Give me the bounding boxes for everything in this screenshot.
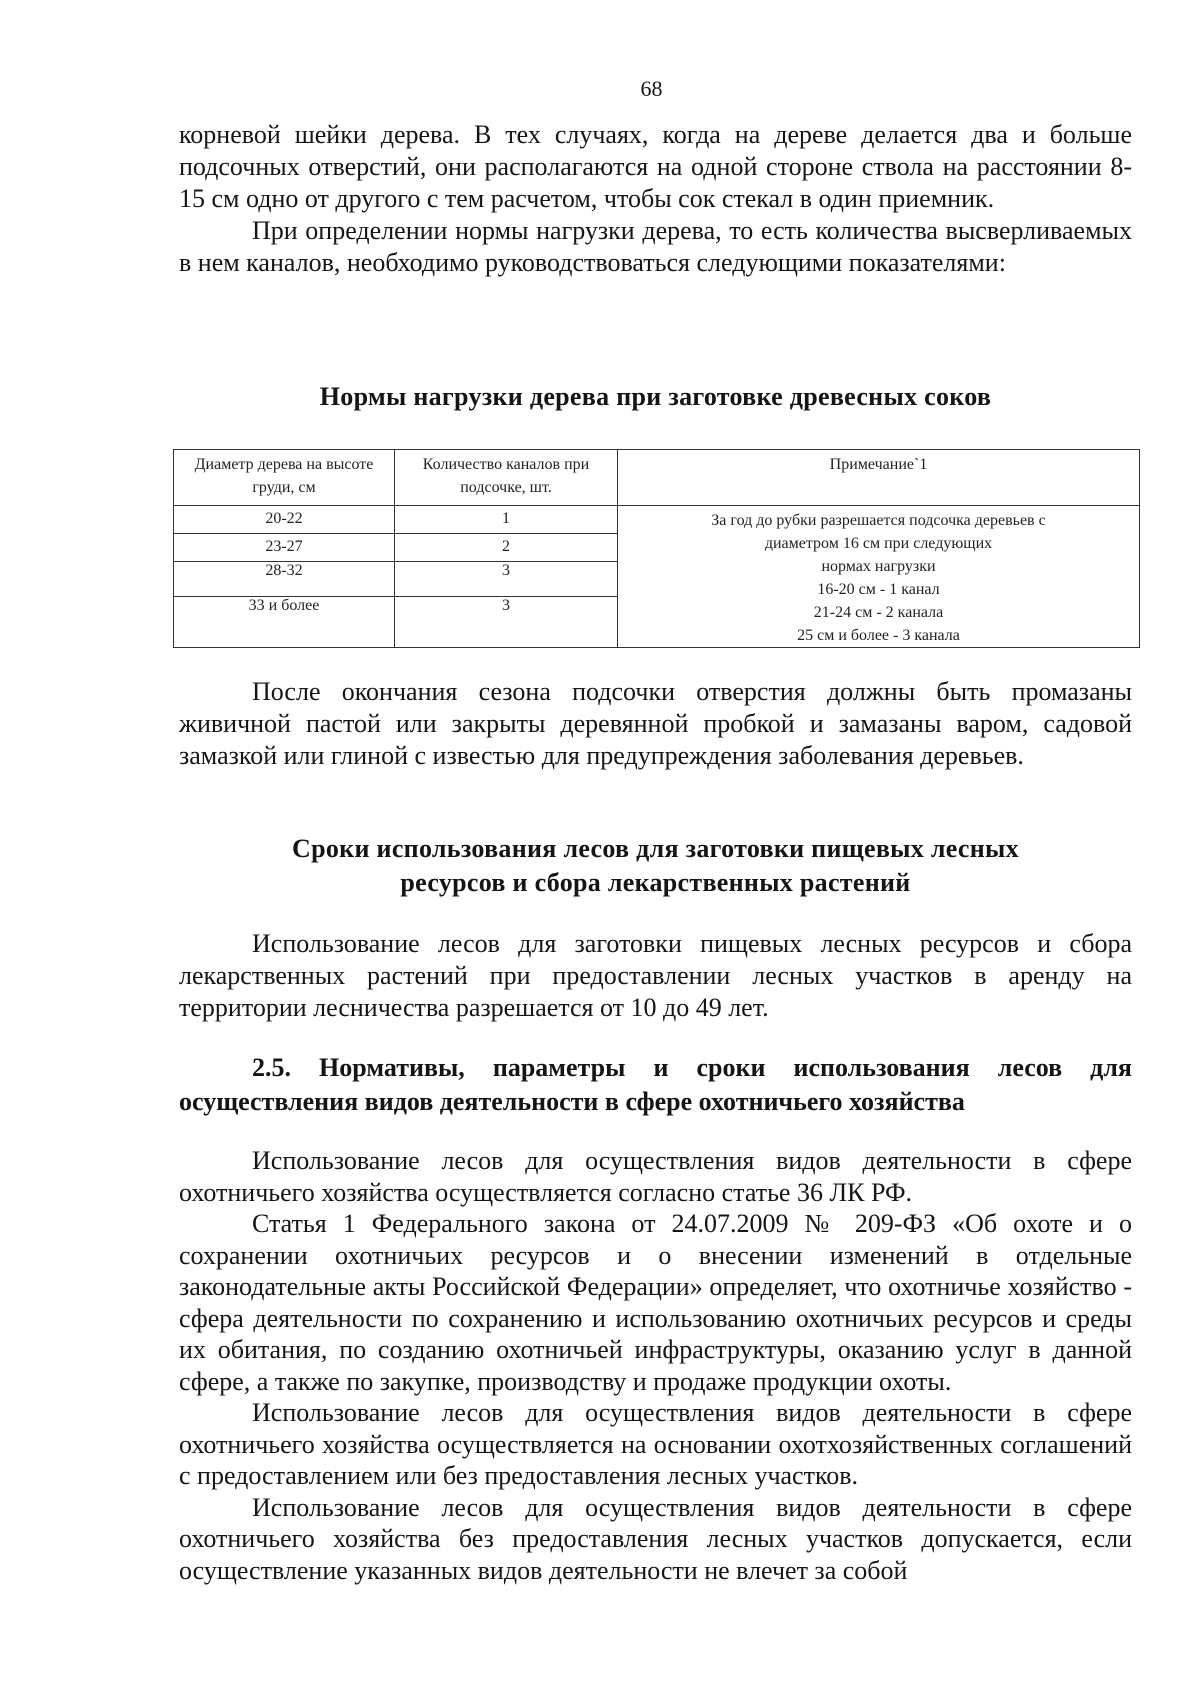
table-cell-channels: 1 bbox=[395, 506, 618, 534]
paragraph: При определении нормы нагрузки дерева, то есть количества высверливаемых в нем каналов, необходимо руководствоваться следующими показателями: bbox=[179, 216, 1132, 277]
note-line: 16-20 см - 1 канал bbox=[817, 581, 940, 598]
note-line: диаметром 16 см при следующих bbox=[764, 535, 993, 552]
table-header: Примечание`1 bbox=[618, 450, 1140, 506]
table-cell-diameter: 28-32 bbox=[174, 561, 395, 596]
paragraph: Использование лесов для осуществления видов деятельности в сфере охотничьего хозяйства без предоставления лесных участков допускается, если осуществление указанных видов деятельности не влечет за собой bbox=[179, 1492, 1132, 1585]
section-text bbox=[179, 928, 1132, 1024]
paragraph: Использование лесов для осуществления видов деятельности в сфере охотничьего хозяйства осуществляется на основании охотхозяйственных соглашений с предоставлением или без предоставления лесных участков. bbox=[179, 1398, 1132, 1490]
table-title: Нормы нагрузки дерева при заготовке древесных соков bbox=[319, 382, 992, 411]
table-cell-channels: 3 bbox=[395, 596, 618, 647]
table-cell-diameter: 20-22 bbox=[174, 506, 395, 534]
paragraph: Использование лесов для осуществления видов деятельности в сфере охотничьего хозяйства осуществляется согласно статье 36 ЛК РФ. bbox=[179, 1146, 1132, 1207]
table-row bbox=[174, 506, 1140, 534]
table-cell-channels: 2 bbox=[395, 533, 618, 561]
table-cell-channels: 3 bbox=[395, 561, 618, 596]
table-cell-diameter: 33 и более bbox=[174, 596, 395, 647]
subsection-text bbox=[179, 1145, 1132, 1586]
paragraph: Статья 1 Федерального закона от 24.07.2009 № 209-ФЗ «Об охоте и о сохранении охотничьих ресурсов и о внесении изменений в отдельные законодательные акты Российской Федерации» определяет, что охотничье хозяйство - сфера деятельности по сохранению и использованию охотничьих ресурсов и среды их обитания, по созданию охотничьей инфраструктуры, оказанию услуг в данной сфере, а также по закупке, производству и продаже продукции охоты. bbox=[179, 1209, 1132, 1396]
note-line: 25 см и более - 3 канала bbox=[797, 627, 960, 644]
note-line: нормах нагрузки bbox=[821, 558, 936, 575]
section-heading-line: ресурсов и сбора лекарственных растений bbox=[400, 868, 911, 897]
section-heading-line: Сроки использования лесов для заготовки пищевых лесных bbox=[292, 834, 1019, 863]
table-cell-diameter: 23-27 bbox=[174, 533, 395, 561]
page-number: 68 bbox=[640, 76, 663, 101]
paragraph: Использование лесов для заготовки пищевых лесных ресурсов и сбора лекарственных растений при предоставлении лесных участков в аренду на территории лесничества разрешается от 10 до 49 лет. bbox=[179, 929, 1132, 1022]
paragraph: корневой шейки дерева. В тех случаях, когда на дереве делается два и больше подсочных отверстий, они располагаются на одной стороне ствола на расстоянии 8-15 см одно от другого с тем расчетом, чтобы сок стекал в один приемник. bbox=[179, 120, 1132, 213]
intro-text bbox=[179, 119, 1132, 279]
after-table-text bbox=[179, 676, 1132, 772]
table-cell-note bbox=[618, 506, 1140, 648]
table-header: Количество каналов при подсочке, шт. bbox=[395, 450, 618, 506]
note-line: За год до рубки разрешается подсочка деревьев с bbox=[711, 512, 1046, 529]
norms-table bbox=[173, 449, 1140, 648]
section-heading bbox=[179, 832, 1132, 900]
note-line: 21-24 см - 2 канала bbox=[813, 604, 944, 621]
paragraph: После окончания сезона подсочки отверстия должны быть промазаны живичной пастой или закрыты деревянной пробкой и замазаны варом, садовой замазкой или глиной с известью для предупреждения заболевания деревьев. bbox=[179, 677, 1132, 770]
table-header: Диаметр дерева на высоте груди, см bbox=[174, 450, 395, 506]
subsection-heading: 2.5. Нормативы, параметры и сроки использования лесов для осуществления видов деятельности в сфере охотничьего хозяйства bbox=[179, 1053, 1132, 1116]
